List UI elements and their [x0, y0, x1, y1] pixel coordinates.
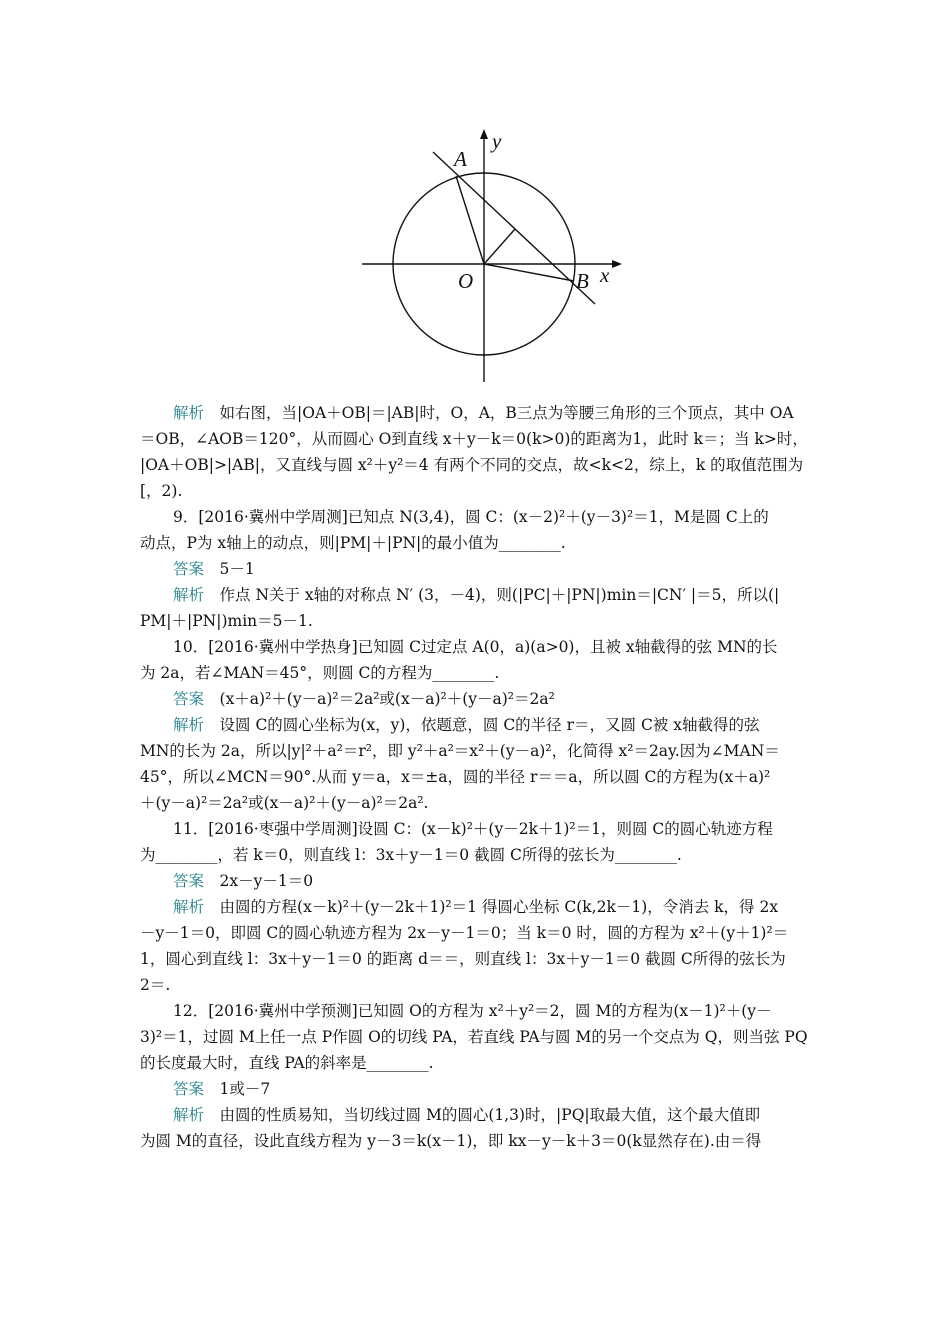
answer-tag: 答案 [173, 560, 205, 578]
text-line [140, 478, 812, 504]
text-line [140, 998, 812, 1024]
line-text: 由圆的方程(x－k)²＋(y－2k＋1)²＝1 得圆心坐标 C(k,2k－1)，令消去 k，得 2x [204, 898, 779, 916]
text-line [140, 842, 812, 868]
analysis-tag: 解析 [173, 1106, 205, 1124]
line-text: 5－1 [204, 560, 255, 578]
line-text: 为圆 M的直径，设此直线方程为 y－3＝k(x－1)，即 kx－y－k＋3＝0(k显然存在).由＝得 [140, 1132, 762, 1150]
analysis-tag: 解析 [173, 586, 205, 604]
line-text: [，2). [140, 482, 183, 500]
line-text: 作点 N关于 x轴的对称点 N′ (3，－4)，则(|PC|＋|PN|)min＝|CN′ |＝5，所以(| [204, 586, 780, 604]
perpendicular [484, 229, 515, 264]
y-axis-arrow [480, 129, 488, 139]
label-a: A [454, 147, 467, 171]
label-b: B [576, 269, 589, 293]
text-line [140, 634, 812, 660]
line-text: 如右图，当|OA＋OB|＝|AB|时，O，A，B三点为等腰三角形的三个顶点，其中 OA [204, 404, 794, 422]
line-text: 9．[2016·冀州中学周测]已知点 N(3,4)，圆 C：(x－2)²＋(y－3)²＝1，M是圆 C上的 [173, 508, 769, 526]
segment-oa [456, 176, 484, 264]
line-text: |OA＋OB|>|AB|，又直线与圆 x²＋y²＝4 有两个不同的交点，故<k<2，综上，k 的取值范围为 [140, 456, 804, 474]
line-text: 1或－7 [204, 1080, 271, 1098]
text-line [140, 426, 812, 452]
text-line [140, 582, 812, 608]
text-line [140, 530, 812, 556]
line-text: 45°，所以∠MCN＝90°.从而 y＝a，x＝±a，圆的半径 r＝＝a，所以圆 C的方程为(x＋a)² [140, 768, 771, 786]
answer-tag: 答案 [173, 872, 205, 890]
line-text: 3)²＝1，过圆 M上任一点 P作圆 O的切线 PA，若直线 PA与圆 M的另一个交点为 Q，则当弦 PQ [140, 1028, 808, 1046]
text-line [140, 1050, 812, 1076]
line-text: 2x－y－1＝0 [204, 872, 314, 890]
text-line [140, 738, 812, 764]
text-line [140, 946, 812, 972]
label-o: O [458, 269, 474, 293]
line-text: PM|＋|PN|)min＝5－1. [140, 612, 313, 630]
analysis-tag: 解析 [173, 404, 205, 422]
analysis-tag: 解析 [173, 716, 205, 734]
text-line [140, 816, 812, 842]
circle-diagram [360, 120, 630, 390]
line-text: 为________，若 k＝0，则直线 l：3x＋y－1＝0 截圆 C所得的弦长为________. [140, 846, 682, 864]
line-text: 设圆 C的圆心坐标为(x，y)，依题意，圆 C的半径 r＝，又圆 C被 x轴截得的弦 [204, 716, 760, 734]
line-text: 12．[2016·冀州中学预测]已知圆 O的方程为 x²＋y²＝2，圆 M的方程为(x－1)²＋(y－ [173, 1002, 772, 1020]
line-text: ＋(y－a)²＝2a²或(x－a)²＋(y－a)²＝2a². [140, 794, 429, 812]
text-line [140, 790, 812, 816]
text-line [140, 504, 812, 530]
line-text: ＝OB，∠AOB＝120°，从而圆心 O到直线 x＋y－k＝0(k>0)的距离为1，此时 k＝；当 k>时， [140, 430, 808, 448]
text-line [140, 1076, 812, 1102]
line-text: 10．[2016·冀州中学热身]已知圆 C过定点 A(0，a)(a>0)，且被 x轴截得的弦 MN的长 [173, 638, 778, 656]
text-line [140, 920, 812, 946]
text-line [140, 868, 812, 894]
text-line [140, 1128, 812, 1154]
line-text: 11．[2016·枣强中学周测]设圆 C：(x－k)²＋(y－2k＋1)²＝1，则圆 C的圆心轨迹方程 [173, 820, 773, 838]
solution-text [140, 400, 812, 1154]
text-line [140, 972, 812, 998]
text-line [140, 1024, 812, 1050]
text-line [140, 764, 812, 790]
label-y: y [492, 129, 502, 153]
text-line [140, 1102, 812, 1128]
text-line [140, 894, 812, 920]
line-text: 的长度最大时，直线 PA的斜率是________. [140, 1054, 434, 1072]
line-text: 由圆的性质易知，当切线过圆 M的圆心(1,3)时，|PQ|取最大值，这个最大值即 [204, 1106, 761, 1124]
text-line [140, 556, 812, 582]
line-text: MN的长为 2a，所以|y|²＋a²＝r²，即 y²＋a²＝x²＋(y－a)²，化简得 x²＝2ay.因为∠MAN＝ [140, 742, 780, 760]
line-text: 为 2a，若∠MAN＝45°，则圆 C的方程为________. [140, 664, 500, 682]
x-axis-arrow [612, 260, 622, 268]
line-text: 2＝. [140, 976, 171, 994]
line-text: (x＋a)²＋(y－a)²＝2a²或(x－a)²＋(y－a)²＝2a² [204, 690, 555, 708]
text-line [140, 712, 812, 738]
circle-figure [360, 120, 630, 390]
answer-tag: 答案 [173, 1080, 205, 1098]
text-line [140, 400, 812, 426]
text-line [140, 608, 812, 634]
analysis-tag: 解析 [173, 898, 205, 916]
text-line [140, 452, 812, 478]
text-line [140, 660, 812, 686]
text-line [140, 686, 812, 712]
line-text: 1，圆心到直线 l：3x＋y－1＝0 的距离 d＝＝，则直线 l：3x＋y－1＝0 截圆 C所得的弦长为 [140, 950, 786, 968]
line-text: 动点，P为 x轴上的动点，则|PM|＋|PN|的最小值为________. [140, 534, 566, 552]
line-text: －y－1＝0，即圆 C的圆心轨迹方程为 2x－y－1＝0；当 k＝0 时，圆的方程为 x²＋(y＋1)²＝ [140, 924, 789, 942]
answer-tag: 答案 [173, 690, 205, 708]
label-x: x [600, 263, 610, 287]
